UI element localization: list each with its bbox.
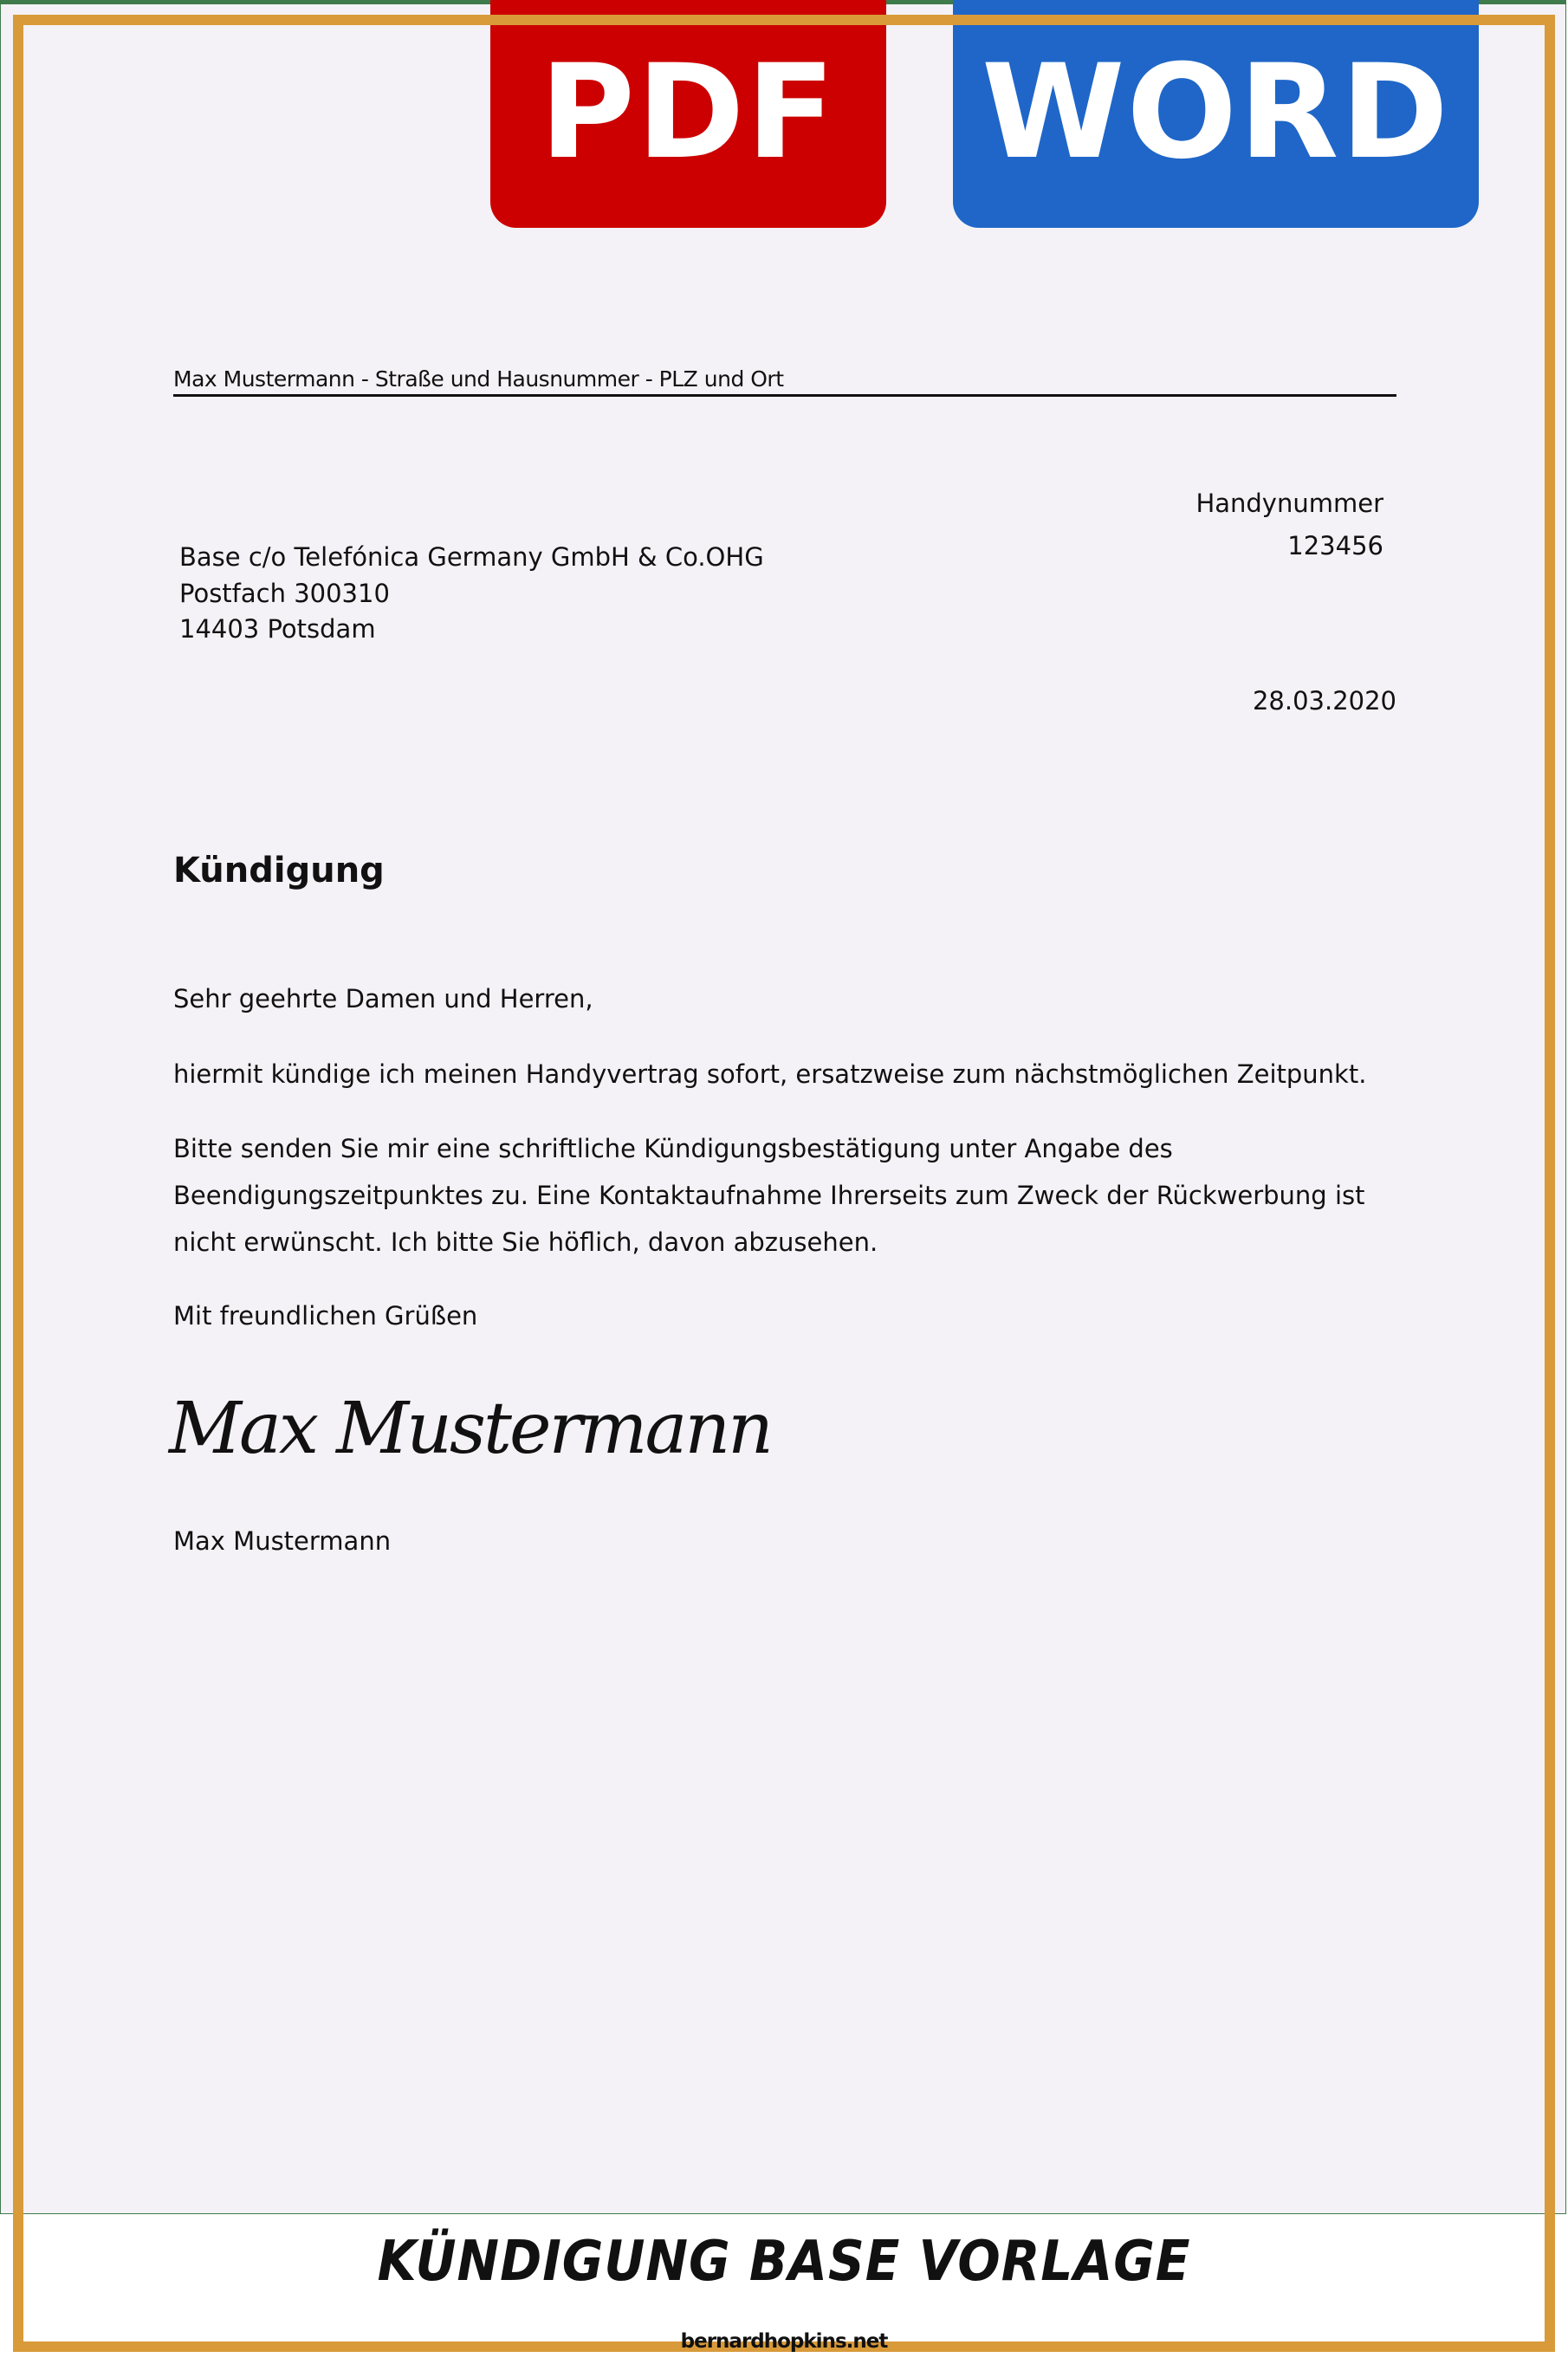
footer-site[interactable]: bernardhopkins.net (680, 2330, 888, 2353)
recipient-line: 14403 Potsdam (179, 614, 376, 644)
letter-date: 28.03.2020 (1252, 686, 1396, 716)
paragraph-1: hiermit kündige ich meinen Handyvertrag sofort, ersatzweise zum nächstmöglichen Zeitpunkt. (173, 1059, 1367, 1089)
letter-subject: Kündigung (173, 851, 385, 891)
recipient-line: Base c/o Telefónica Germany GmbH & Co.OHG (179, 542, 764, 572)
sender-line: Max Mustermann - Straße und Hausnummer - PLZ und Ort (173, 366, 784, 392)
paragraph-2: Bitte senden Sie mir eine schriftliche Kündigungsbestätigung unter Angabe des Beendigungszeitpunktes zu. Eine Kontaktaufnahme Ihrerseits zum Zweck der Rückwerbung ist nicht erwünscht. Ich bitte Sie höflich, davon abzusehen. (173, 1134, 1365, 1257)
pdf-download-button[interactable]: PDF (490, 0, 886, 228)
phone-value: 123456 (1287, 531, 1383, 560)
closing: Mit freundlichen Grüßen (173, 1301, 478, 1331)
word-download-button[interactable]: WORD (953, 0, 1479, 228)
signer-name: Max Mustermann (173, 1526, 392, 1556)
sender-divider (173, 394, 1396, 397)
footer-title: KÜNDIGUNG BASE VORLAGE (377, 2228, 1191, 2294)
salutation: Sehr geehrte Damen und Herren, (173, 984, 593, 1014)
recipient-line: Postfach 300310 (179, 579, 390, 608)
phone-label: Handynummer (1195, 489, 1383, 518)
signature: Max Mustermann (169, 1388, 771, 1470)
